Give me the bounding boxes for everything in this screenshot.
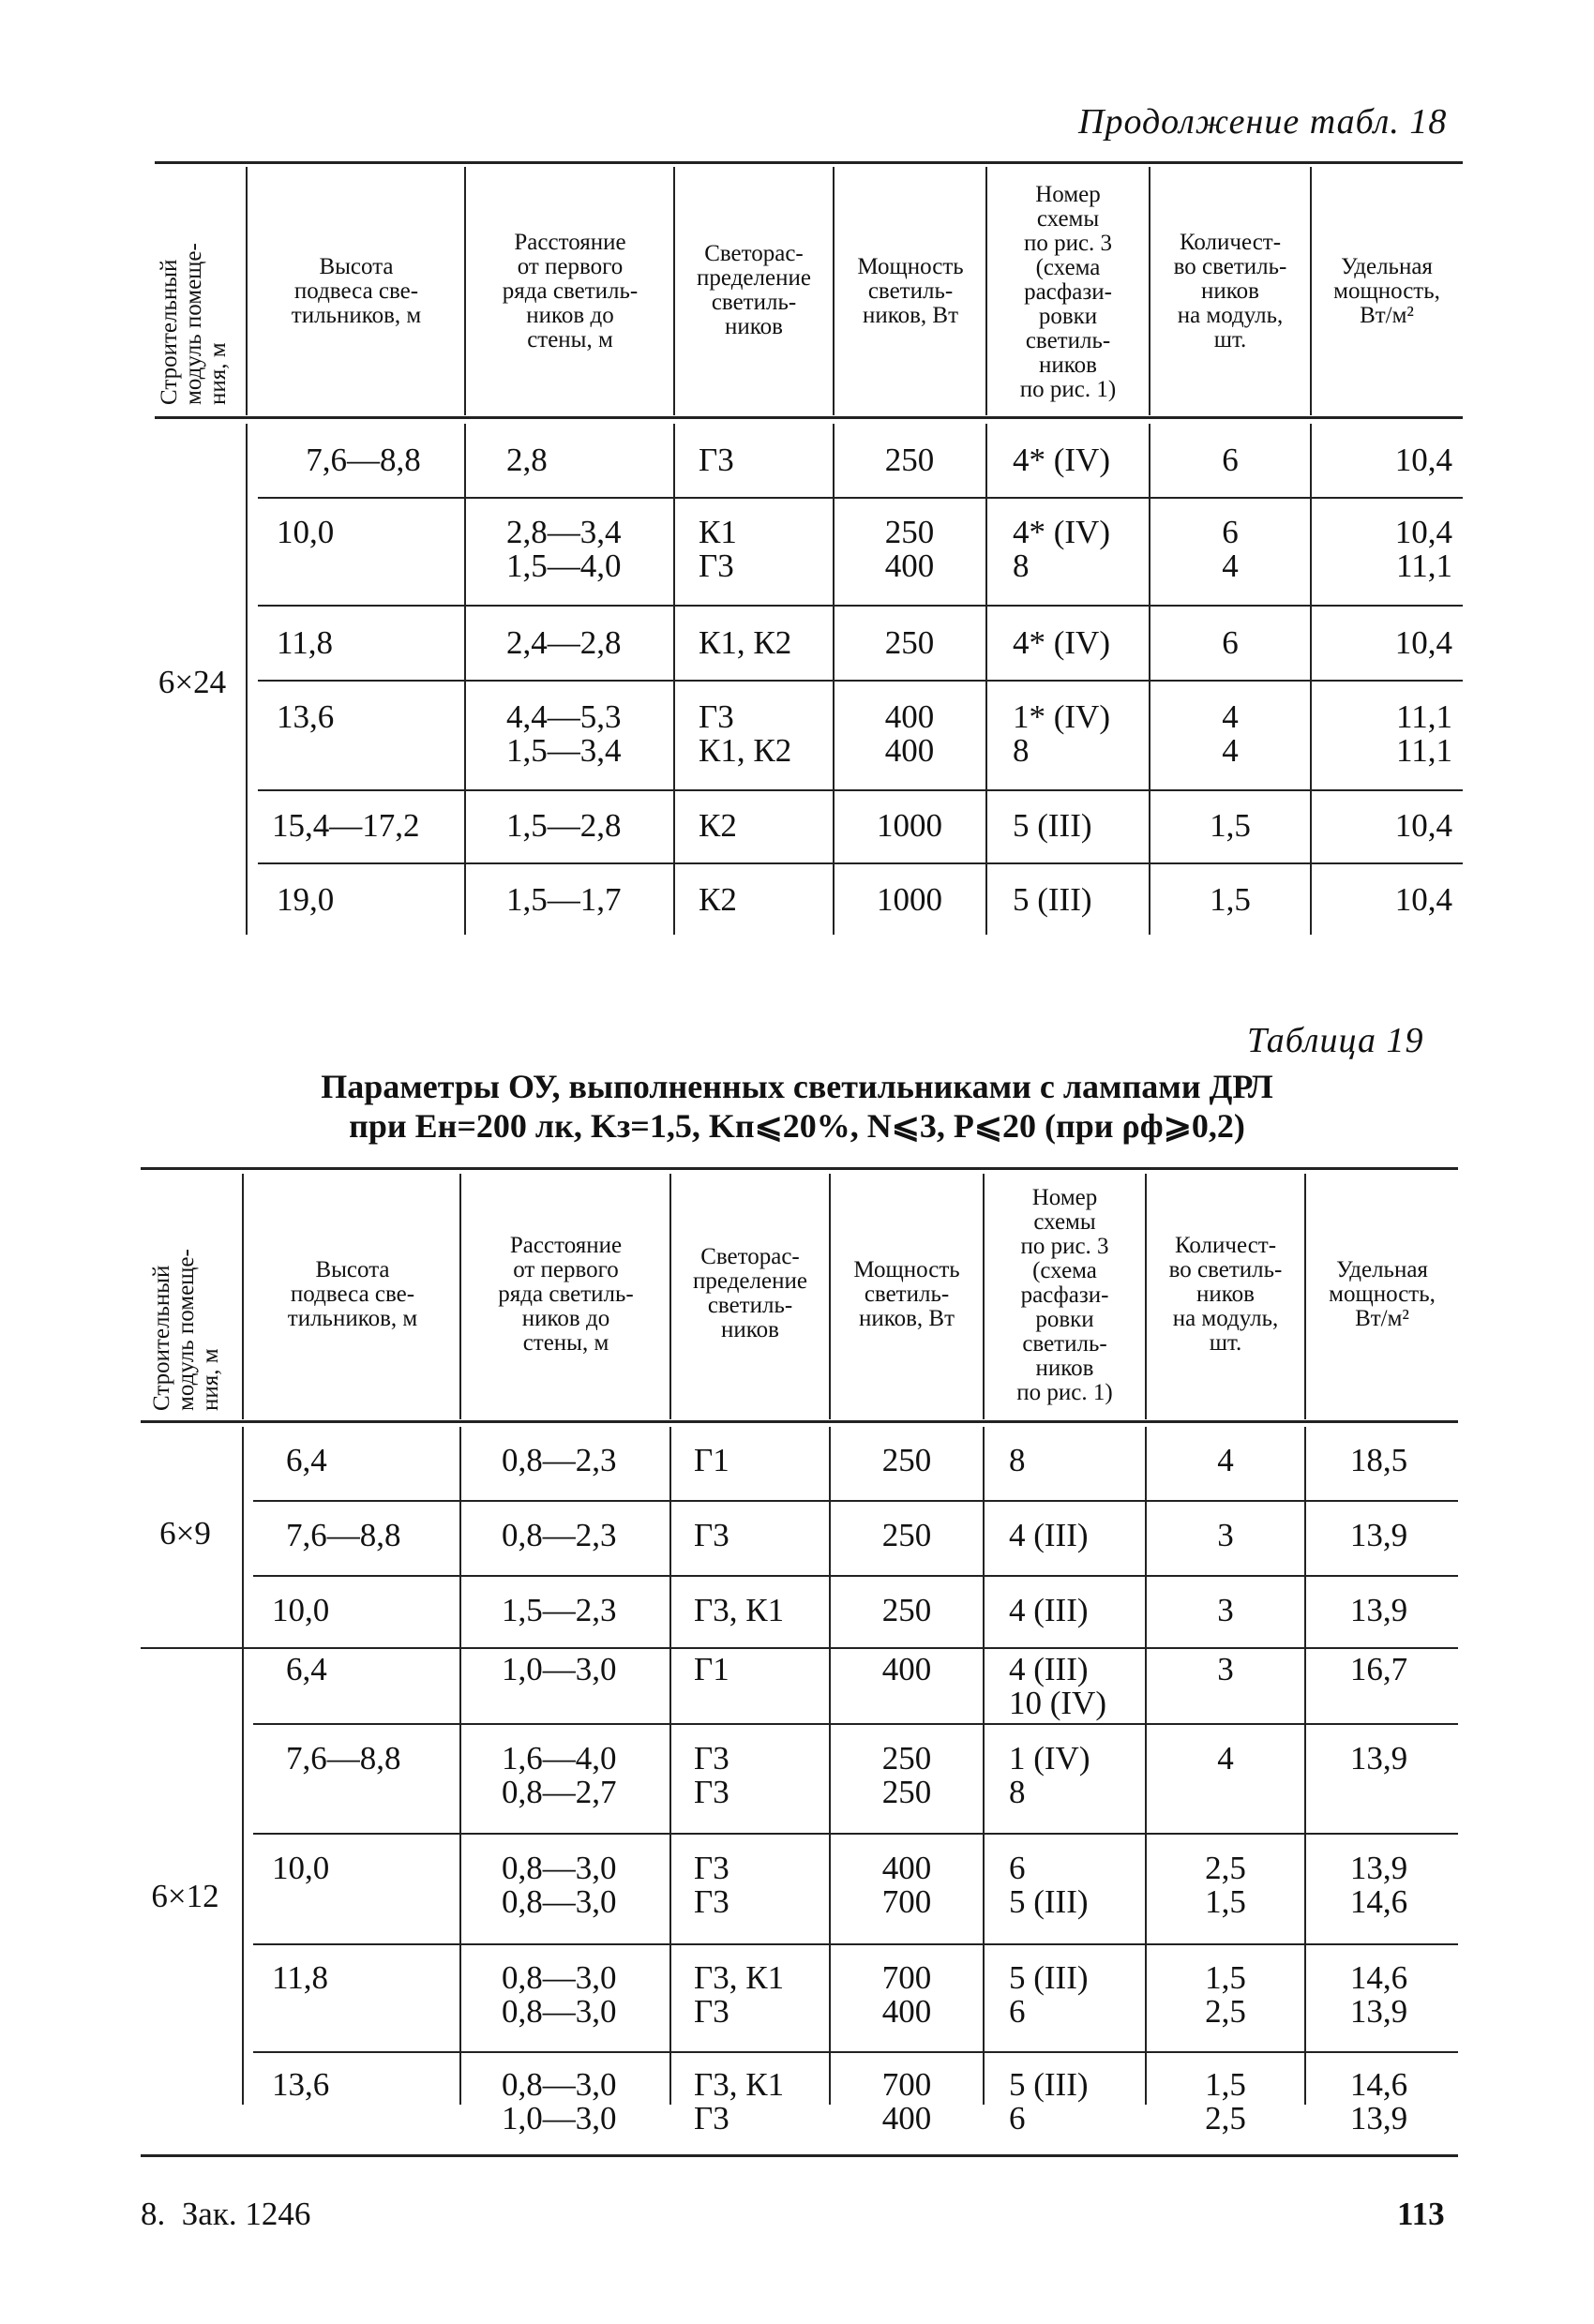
header-power: Мощность светиль- ников, Вт — [857, 254, 964, 328]
table-row: 13,6 — [277, 698, 335, 735]
table-row: 7,6—8,8 — [286, 1517, 401, 1553]
module-cell: 6×24 — [158, 664, 227, 700]
table-row: 6,4 — [286, 1651, 327, 1687]
module-cell: 6×9 — [159, 1515, 211, 1552]
header-height: Высота подвеса све- тильников, м — [287, 1257, 418, 1331]
table-row: 10,0 — [277, 514, 335, 550]
header-power: Мощность светиль- ников, Вт — [853, 1257, 960, 1331]
table-row: 15,4—17,2 — [272, 807, 420, 844]
table-row: 10,0 — [272, 1850, 330, 1886]
table-label: Таблица 19 — [1247, 1021, 1424, 1060]
footer-left: 8. Зак. 1246 — [141, 2196, 311, 2232]
table-row: 7,6—8,8 — [306, 442, 421, 478]
table-title — [141, 1067, 1453, 1146]
header-specific: Удельная мощность, Вт/м² — [1329, 1257, 1436, 1331]
header-scheme: Номер схемы по рис. 3 (схема расфази- ровки светиль- ников по рис. 1) — [1016, 1185, 1113, 1405]
table-title-line1: Параметры ОУ, выполненных светильниками с лампами ДРЛ — [321, 1068, 1273, 1105]
table-row: 6,4 — [286, 1442, 327, 1478]
header-specific: Удельная мощность, Вт/м² — [1333, 254, 1440, 328]
page-number: 113 — [1397, 2196, 1445, 2232]
header-count: Количест- во светиль- ников на модуль, шт. — [1168, 1233, 1283, 1356]
header-module: Строительный модуль помеще- ния, м — [149, 1249, 223, 1411]
continuation-label: Продолжение табл. 18 — [1078, 102, 1448, 142]
header-distribution: Светорас- пределение светиль- ников — [697, 241, 811, 339]
table-row: 11,8 — [277, 624, 333, 661]
header-count: Количест- во светиль- ников на модуль, шт. — [1173, 230, 1287, 352]
table-row: 19,0 — [277, 881, 335, 918]
header-distance: Расстояние от первого ряда светиль- ников до стены, м — [498, 1233, 634, 1356]
table-row: 13,6 — [272, 2066, 330, 2103]
header-height: Высота подвеса све- тильников, м — [291, 254, 422, 328]
table-row: 11,8 — [272, 1959, 328, 1996]
module-cell: 6×12 — [151, 1878, 219, 1914]
header-module: Строительный модуль помеще- ния, м — [157, 243, 231, 405]
header-distance: Расстояние от первого ряда светиль- ников до стены, м — [502, 230, 639, 352]
header-scheme: Номер схемы по рис. 3 (схема расфази- ровки светиль- ников по рис. 1) — [1019, 182, 1117, 402]
table-row: 7,6—8,8 — [286, 1740, 401, 1777]
table-title-line2: при Eн=200 лк, Kз=1,5, Kп⩽20%, N⩽3, P⩽20 (при ρф⩾0,2) — [349, 1107, 1245, 1145]
header-distribution: Светорас- пределение светиль- ников — [693, 1244, 807, 1342]
table-row: 10,0 — [272, 1592, 330, 1628]
